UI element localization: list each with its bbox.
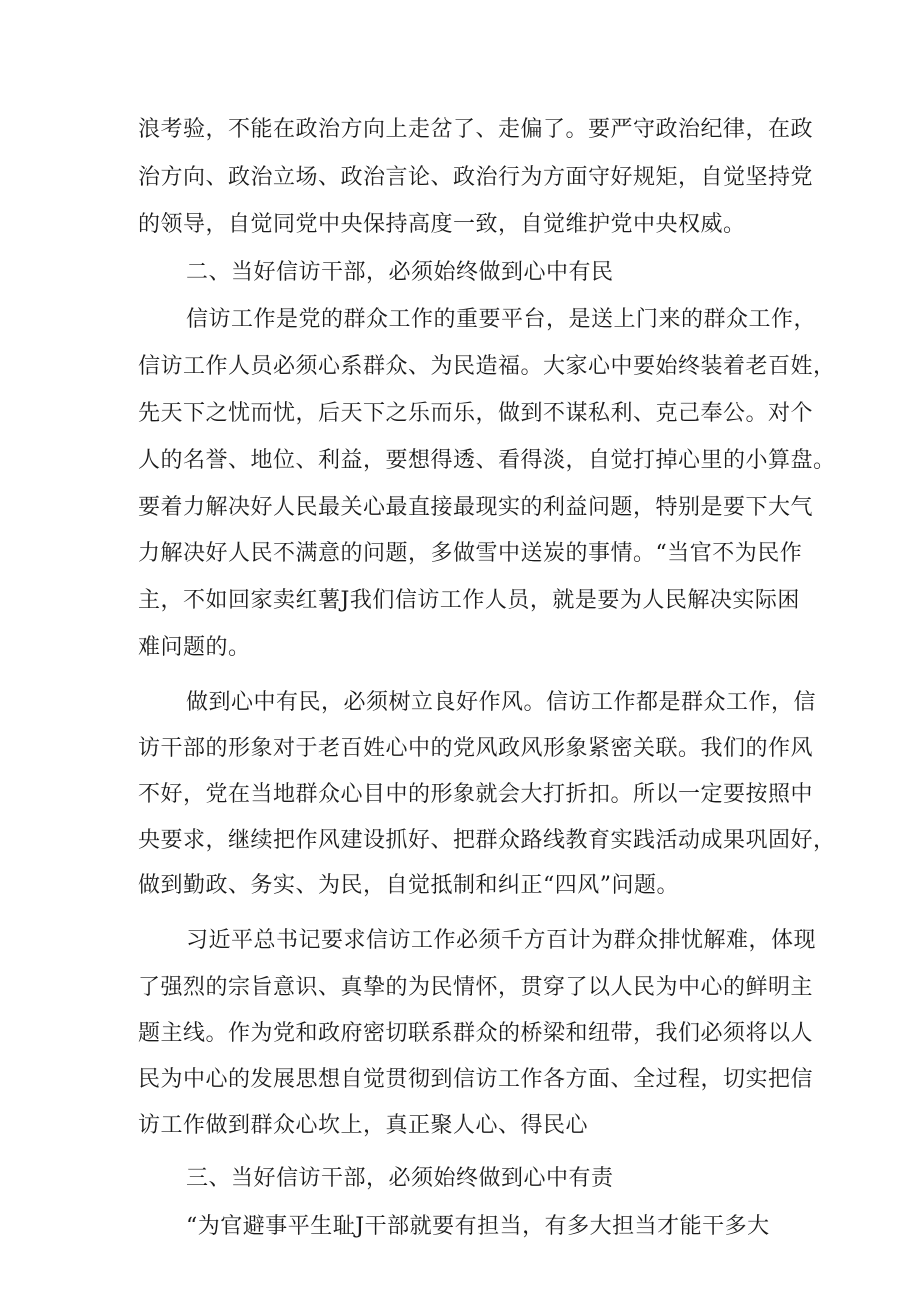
text-line: 访工作做到群众心坎上，真正聚人心、得民心 (138, 1113, 589, 1138)
text-line: 民为中心的发展思想自觉贯彻到信访工作各方面、全过程，切实把信 (138, 1067, 814, 1092)
section-heading: 三、当好信访干部，必须始终做到心中有责 (186, 1166, 614, 1191)
text-line: 习近平总书记要求信访工作必须千方百计为群众排忧解难，体现 (186, 928, 817, 953)
text-line: 主，不如回家卖红薯J我们信访工作人员，就是要为人民解决实际困 (138, 588, 800, 613)
text-line: 了强烈的宗旨意识、真挚的为民情怀，贯穿了以人民为中心的鲜明主 (138, 975, 814, 1000)
text-line: 访干部的形象对于老百姓心中的党风政风形象紧密关联。我们的作风 (138, 736, 814, 761)
text-line: 力解决好人民不满意的问题，多做雪中送炭的事情。“当官不为民作 (138, 541, 803, 566)
text-line: 要着力解决好人民最关心最直接最现实的利益问题，特别是要下大气 (138, 495, 814, 520)
text-line: 信访工作人员必须心系群众、为民造福。大家心中要始终装着老百姓， (138, 354, 836, 379)
text-line: 人的名誉、地位、利益，要想得透、看得淡，自觉打掉心里的小算盘。 (138, 448, 836, 473)
text-line: 治方向、政治立场、政治言论、政治行为方面守好规矩，自觉坚持党 (138, 165, 814, 190)
section-heading: 二、当好信访干部，必须始终做到心中有民 (186, 260, 614, 285)
text-line: “为官避事平生耻J干部就要有担当，有多大担当才能干多大 (186, 1214, 770, 1239)
text-line: 做到勤政、务实、为民，自觉抵制和纠正“四风”问题。 (138, 873, 679, 898)
text-line: 的领导，自觉同党中央保持高度一致，自觉维护党中央权威。 (138, 212, 746, 237)
text-line: 不好，党在当地群众心目中的形象就会大打折扣。所以一定要按照中 (138, 782, 814, 807)
text-line: 央要求，继续把作风建设抓好、把群众路线教育实践活动成果巩固好， (138, 828, 836, 853)
text-line: 信访工作是党的群众工作的重要平台，是送上门来的群众工作， (186, 307, 817, 332)
text-line: 先天下之忧而忧，后天下之乐而乐，做到不谋私利、克己奉公。对个 (138, 401, 814, 426)
text-line: 难问题的。 (138, 635, 251, 660)
text-line: 浪考验，不能在政治方向上走岔了、走偏了。要严守政治纪律，在政 (138, 117, 814, 142)
text-line: 题主线。作为党和政府密切联系群众的桥梁和纽带，我们必须将以人 (138, 1021, 814, 1046)
text-line: 做到心中有民，必须树立良好作风。信访工作都是群众工作，信 (186, 690, 817, 715)
